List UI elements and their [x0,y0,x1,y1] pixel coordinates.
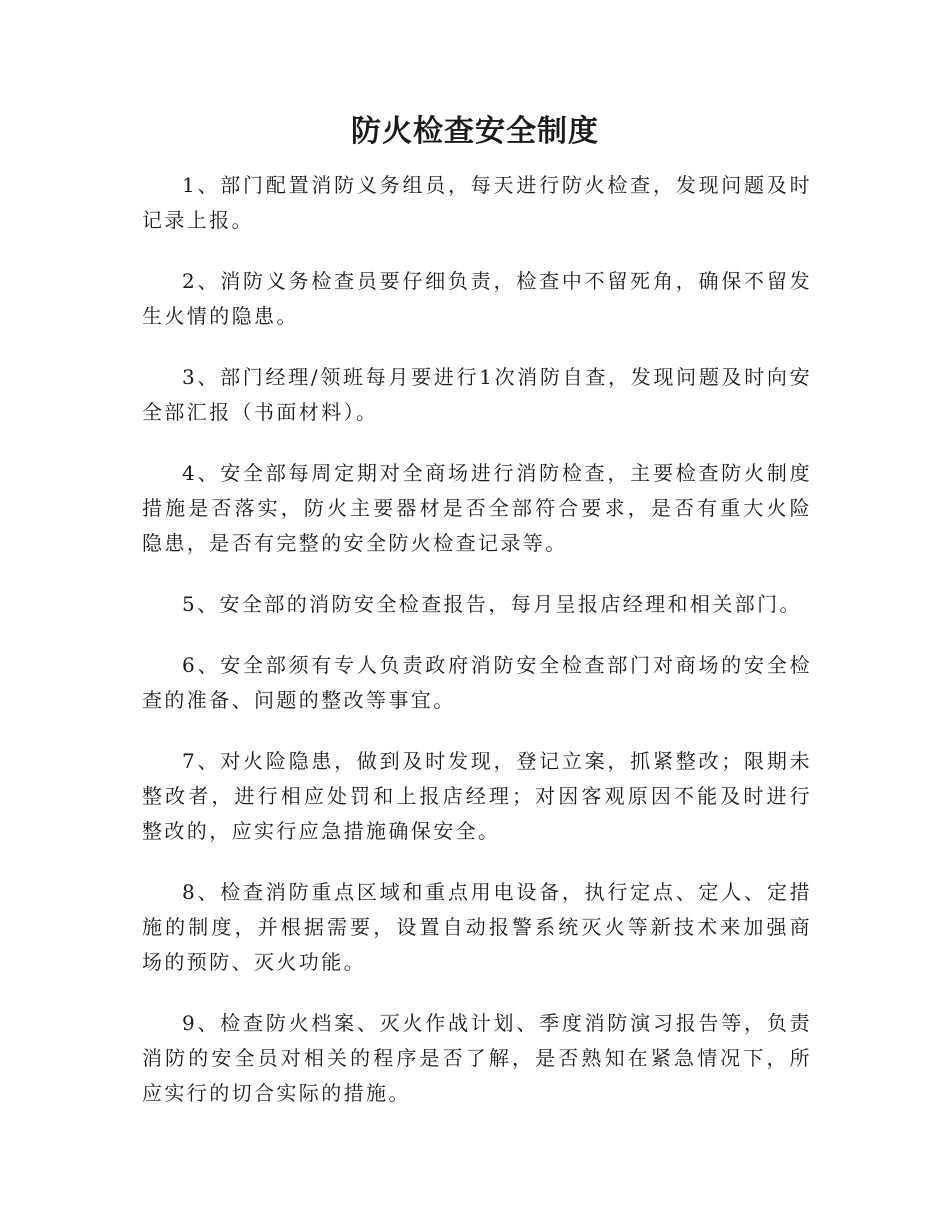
paragraph-1: 1、部门配置消防义务组员，每天进行防火检查，发现问题及时记录上报。 [142,173,812,232]
paragraph-8: 8、检查消防重点区域和重点用电设备，执行定点、定人、定措施的制度，并根据需要，设置自动报警系统灭火等新技术来加强商场的预防、灭火功能。 [142,880,812,974]
paragraph-5: 5、安全部的消防安全检查报告，每月呈报店经理和相关部门。 [182,592,802,616]
paragraph-3: 3、部门经理/领班每月要进行1次消防自查，发现问题及时向安全部汇报（书面材料）。 [142,365,812,424]
paragraph-4: 4、安全部每周定期对全商场进行消防检查，主要检查防火制度措施是否落实，防火主要器材是否全部符合要求，是否有重大火险隐患，是否有完整的安全防火检查记录等。 [142,461,812,555]
document-title: 防火检查安全制度 [351,114,599,149]
paragraph-2: 2、消防义务检查员要仔细负责，检查中不留死角，确保不留发生火情的隐患。 [142,269,812,328]
document-body [142,168,812,1137]
paragraph-6: 6、安全部须有专人负责政府消防安全检查部门对商场的安全检查的准备、问题的整改等事宜。 [142,653,812,712]
paragraph-7: 7、对火险隐患，做到及时发现，登记立案，抓紧整改；限期未整改者，进行相应处罚和上报店经理；对因客观原因不能及时进行整改的，应实行应急措施确保安全。 [142,749,812,843]
paragraph-9: 9、检查防火档案、灭火作战计划、季度消防演习报告等，负责消防的安全员对相关的程序是否了解，是否熟知在紧急情况下，所应实行的切合实际的措施。 [142,1011,812,1105]
